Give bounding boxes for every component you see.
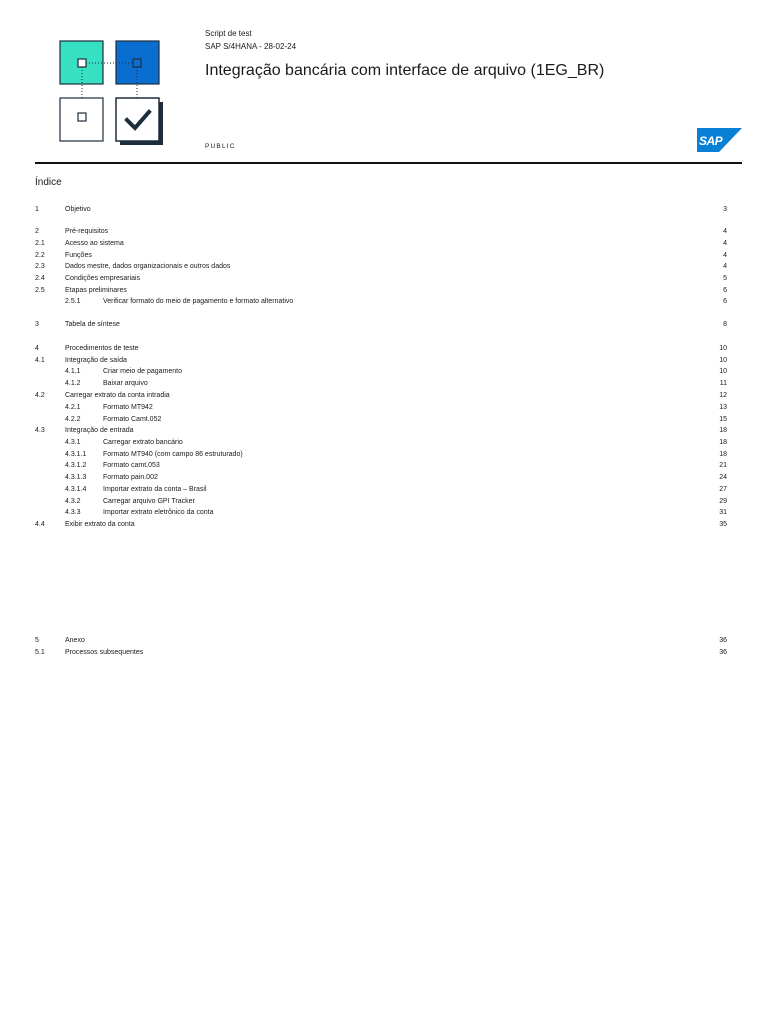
toc-entry-page: 13	[719, 404, 727, 411]
toc-entry-page: 6	[723, 298, 727, 305]
toc-entry-label: Dados mestre, dados organizacionais e outros dados	[65, 263, 231, 270]
toc-entry[interactable]	[35, 402, 727, 414]
toc-entry-label: Importar extrato eletrônico da conta	[103, 509, 214, 516]
toc-entry-label: Formato MT940 (com campo 86 estruturado)	[103, 451, 243, 458]
toc-entry[interactable]	[35, 647, 727, 659]
sap-logo-text: SAP	[699, 134, 723, 148]
toc-entry-label: Tabela de síntese	[65, 321, 120, 328]
toc-entry-label: Formato Camt.052	[103, 416, 162, 423]
toc-entry-number: 4.3	[35, 427, 45, 434]
toc-entry-number: 4.3.1	[65, 439, 81, 446]
toc-entry[interactable]	[35, 519, 727, 531]
node-square	[78, 59, 86, 67]
toc-entry-page: 18	[719, 439, 727, 446]
toc-entry[interactable]	[35, 484, 727, 496]
toc-entry-label: Integração de entrada	[65, 427, 134, 434]
toc-entry[interactable]	[35, 261, 727, 273]
toc-entry-number: 5.1	[35, 649, 45, 656]
toc-entry-label: Baixar arquivo	[103, 380, 148, 387]
toc-entry-number: 4.3.1.2	[65, 462, 87, 469]
toc-heading: Índice	[35, 177, 62, 188]
node-square	[133, 59, 141, 67]
checked-square	[116, 98, 159, 141]
toc-entry[interactable]	[35, 437, 727, 449]
toc-entry-number: 2.3	[35, 263, 45, 270]
toc-entry-number: 3	[35, 321, 39, 328]
toc-entry-page: 4	[723, 263, 727, 270]
toc-entry-label: Carregar extrato bancário	[103, 439, 183, 446]
document-title: Integração bancária com interface de arquivo (1EG_BR)	[205, 62, 605, 79]
document-type: Script de test	[205, 29, 252, 38]
toc-entry-number: 4.1.1	[65, 368, 81, 375]
toc-entry-label: Anexo	[65, 637, 85, 644]
toc-entry-number: 2.5	[35, 287, 45, 294]
toc-entry[interactable]	[35, 273, 727, 285]
toc-entry-label: Processos subsequentes	[65, 649, 144, 656]
toc-entry[interactable]	[35, 296, 727, 308]
toc-entry-number: 2.1	[35, 240, 45, 247]
toc-entry-page: 5	[723, 275, 727, 282]
toc-entry[interactable]	[35, 343, 727, 355]
toc-entry-label: Objetivo	[65, 206, 91, 213]
toc-entry[interactable]	[35, 635, 727, 647]
toc-entry[interactable]	[35, 425, 727, 437]
toc-entry-label: Importar extrato da conta – Brasil	[103, 486, 207, 493]
toc-entry[interactable]	[35, 226, 727, 238]
toc-entry-page: 12	[719, 392, 727, 399]
toc-entry-number: 4.2.1	[65, 404, 81, 411]
toc-entry-label: Carregar arquivo GPI Tracker	[103, 498, 195, 505]
toc-entry-page: 10	[719, 357, 727, 364]
toc-entry-label: Procedimentos de teste	[65, 345, 139, 352]
toc-entry-label: Carregar extrato da conta intradia	[65, 392, 170, 399]
toc-entry-page: 10	[719, 368, 727, 375]
toc-entry-page: 29	[719, 498, 727, 505]
toc-entry-number: 4.3.3	[65, 509, 81, 516]
toc-entry[interactable]	[35, 378, 727, 390]
toc-entry-page: 10	[719, 345, 727, 352]
toc-entry-label: Criar meio de pagamento	[103, 368, 182, 375]
sap-logo	[690, 124, 746, 156]
toc-entry-label: Formato camt.053	[103, 462, 160, 469]
node-square	[78, 113, 86, 121]
toc-entry-page: 11	[719, 380, 727, 387]
toc-entry-label: Pré-requisitos	[65, 228, 109, 235]
toc-entry[interactable]	[35, 319, 727, 331]
toc-entry-number: 4.1.2	[65, 380, 81, 387]
toc-entry[interactable]	[35, 390, 727, 402]
toc-entry-number: 4.2.2	[65, 416, 81, 423]
toc-entry-page: 36	[719, 649, 727, 656]
toc-entry-label: Etapas preliminares	[65, 287, 127, 294]
toc-entry-page: 18	[719, 451, 727, 458]
toc-entry-page: 36	[719, 637, 727, 644]
toc-entry-number: 4.3.1.1	[65, 451, 87, 458]
toc-entry-number: 5	[35, 637, 39, 644]
toc-entry[interactable]	[35, 460, 727, 472]
toc-entry-label: Exibir extrato da conta	[65, 521, 135, 528]
toc-entry-number: 4.3.1.4	[65, 486, 87, 493]
toc-entry-page: 24	[719, 474, 727, 481]
toc-entry-number: 4.4	[35, 521, 45, 528]
product-and-date: SAP S/4HANA - 28-02-24	[205, 42, 297, 51]
toc-entry-number: 4.2	[35, 392, 45, 399]
toc-entry-page: 15	[719, 416, 727, 423]
toc-entry-page: 3	[723, 206, 727, 213]
toc-entry-number: 2.2	[35, 252, 45, 259]
checklist-illustration	[0, 0, 180, 160]
toc-entry-page: 4	[723, 240, 727, 247]
toc-entry-number: 2.4	[35, 275, 45, 282]
toc-entry-label: Verificar formato do meio de pagamento e formato alternativo	[103, 298, 294, 305]
toc-entry[interactable]	[35, 472, 727, 484]
toc-entry-page: 8	[723, 321, 727, 328]
toc-entry-label: Formato MT942	[103, 404, 153, 411]
toc-entry-label: Formato pain.002	[103, 474, 158, 481]
toc-entry-number: 2.5.1	[65, 298, 81, 305]
toc-entry-page: 4	[723, 228, 727, 235]
toc-entry-page: 4	[723, 252, 727, 259]
toc-entry-number: 4.3.2	[65, 498, 81, 505]
toc-entry-page: 18	[719, 427, 727, 434]
toc-entry[interactable]	[35, 507, 727, 519]
toc-entry[interactable]	[35, 366, 727, 378]
toc-entry-number: 1	[35, 206, 39, 213]
toc-entry-number: 2	[35, 228, 39, 235]
toc-entry-label: Funções	[65, 252, 92, 259]
toc-entry-page: 31	[719, 509, 727, 516]
toc-entry-page: 21	[719, 462, 727, 469]
toc-entry-number: 4	[35, 345, 39, 352]
toc-entry-number: 4.1	[35, 357, 45, 364]
header-divider	[35, 162, 742, 164]
toc-entry-page: 27	[719, 486, 727, 493]
toc-entry[interactable]	[35, 204, 727, 216]
toc-entry[interactable]	[35, 238, 727, 250]
toc-entry-page: 6	[723, 287, 727, 294]
toc-entry-number: 4.3.1.3	[65, 474, 87, 481]
toc-entry-label: Condições empresariais	[65, 275, 141, 282]
toc-entry-label: Acesso ao sistema	[65, 240, 124, 247]
toc-entry-page: 35	[719, 521, 727, 528]
classification-label: PUBLIC	[205, 143, 236, 150]
toc-entry-label: Integração de saída	[65, 357, 127, 364]
